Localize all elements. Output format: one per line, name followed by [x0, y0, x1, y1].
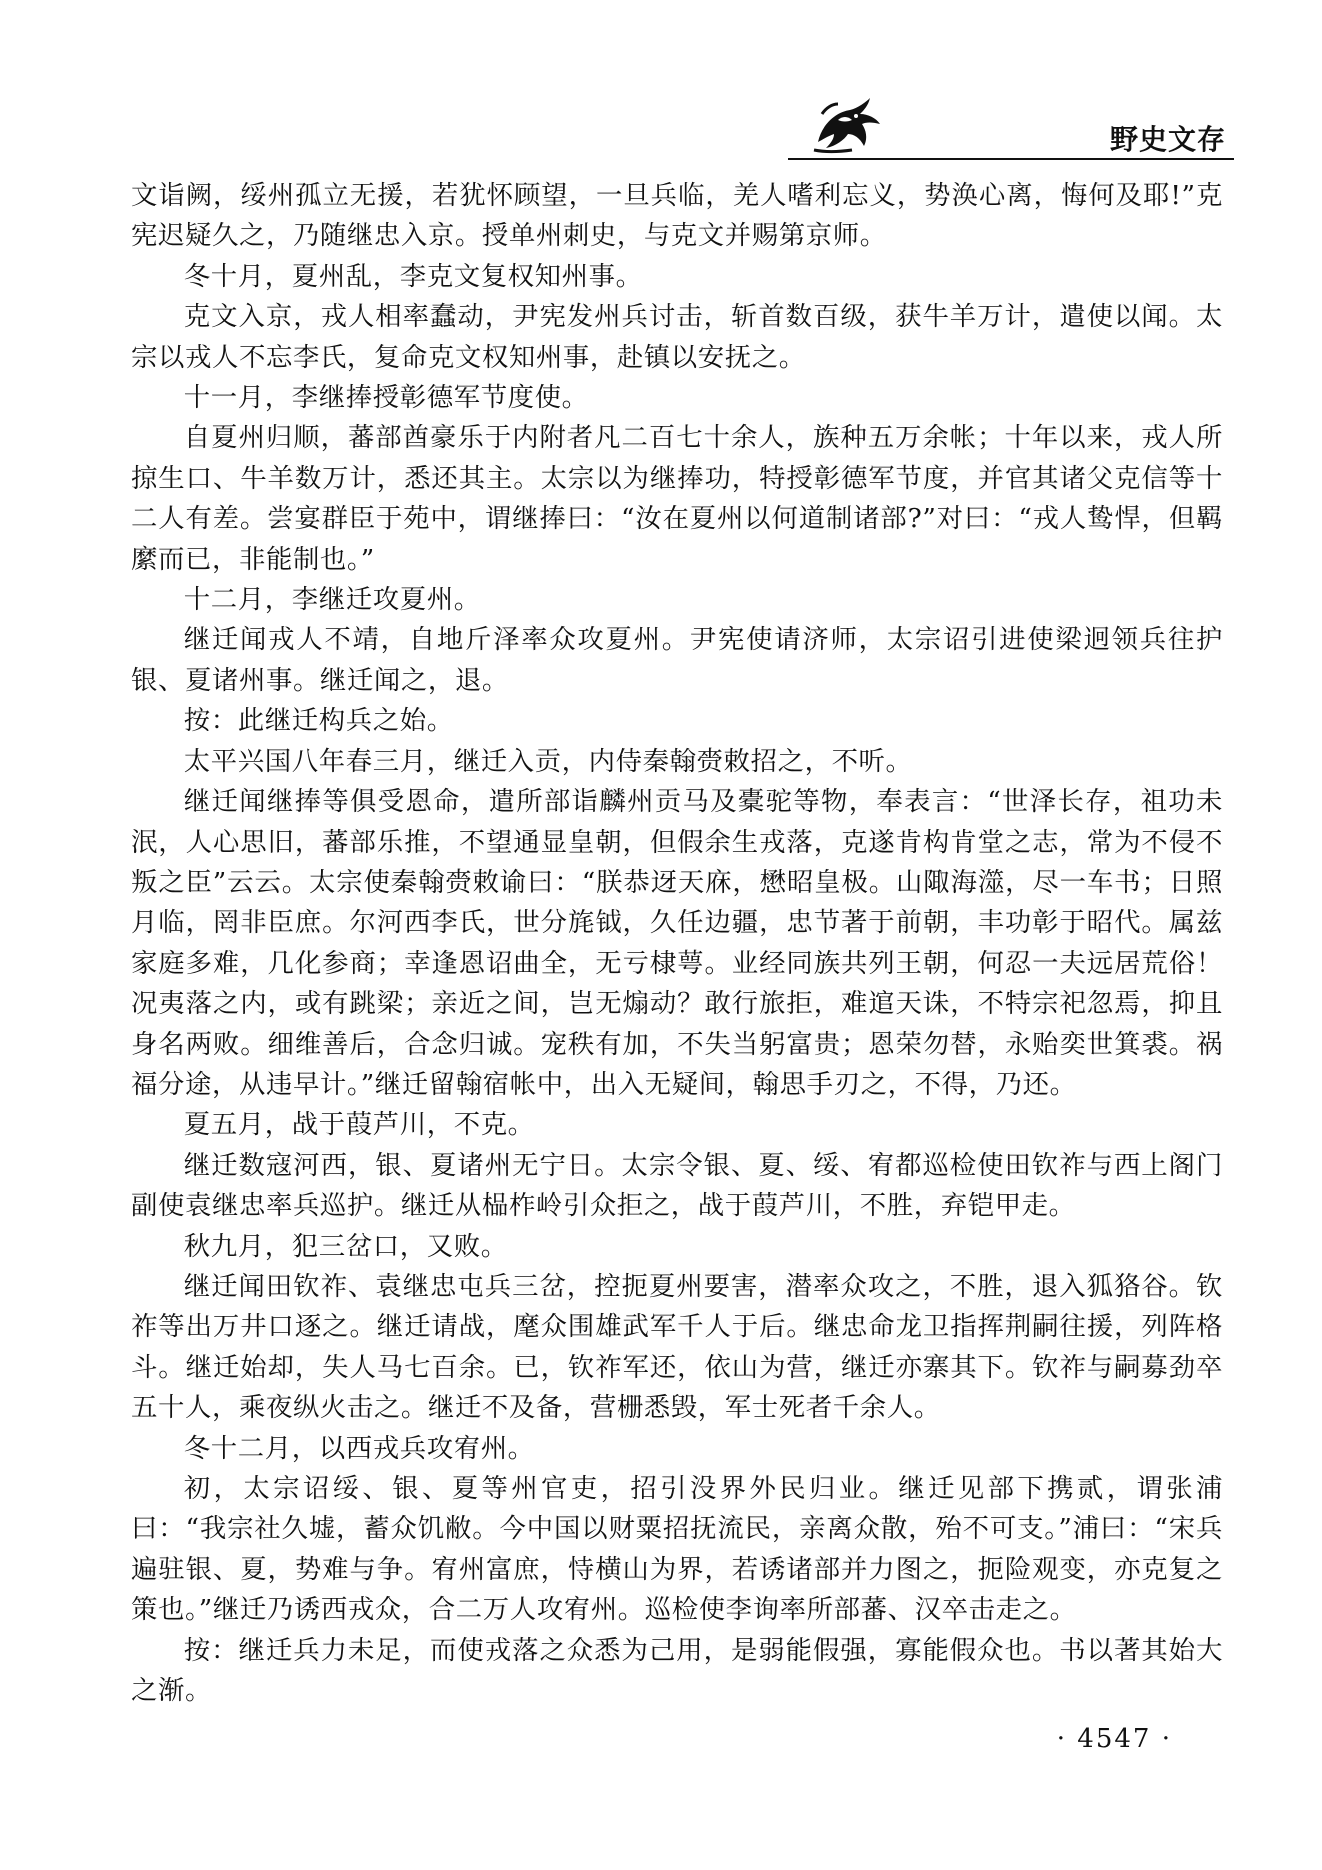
- paragraph: 文诣阙，绥州孤立无援，若犹怀顾望，一旦兵临，羌人嗜利忘义，势涣心离，悔何及耶!”克宪迟疑久之，乃随继忠入京。授单州刺史，与克文并赐第京师。: [131, 180, 1223, 252]
- paragraph: 继迁数寇河西，银、夏诸州无宁日。太宗令银、夏、绥、宥都巡检使田钦祚与西上阁门副使袁继忠率兵巡护。继迁从榀柞岭引众拒之，战于葭芦川，不胜，弃铠甲走。: [131, 1149, 1223, 1222]
- page-number: · 4547 ·: [1056, 1724, 1172, 1754]
- paragraph: 冬十月，夏州乱，李克文复权知州事。: [183, 260, 643, 292]
- paragraph: 按：此继迁构兵之始。: [183, 705, 454, 737]
- paragraph: 继迁闻戎人不靖，自地斤泽率众攻夏州。尹宪使请济师，太宗诏引进使梁迥领兵往护银、夏诸州事。继迁闻之，退。: [131, 624, 1223, 696]
- book-title: 野史文存: [1109, 123, 1226, 156]
- paragraph: 按：继迁兵力未足，而使戎落之众悉为己用，是弱能假强，寡能假众也。书以著其始大之渐。: [131, 1634, 1223, 1707]
- paragraph: 初，太宗诏绥、银、夏等州官吏，招引没界外民归业。继迁见部下携贰，谓张浦曰：“我宗社久墟，蓄众饥敝。今中国以财粟招抚流民，亲离众散，殆不可支。”浦曰：“宋兵遍驻银、夏，势难与争。宥州富庶，恃横山为界，若诱诸部并力图之，扼险观变，亦克复之策也。”继迁乃诱西戎众，合二万人攻宥州。巡检使李询率所部蕃、汉卒击走之。: [131, 1473, 1223, 1626]
- paragraph: 继迁闻继捧等俱受恩命，遣所部诣麟州贡马及橐驼等物，奉表言：“世泽长存，祖功未泯，人心思旧，蕃部乐推，不望通显皇朝，但假余生戎落，克遂肯构肯堂之志，常为不侵不叛之臣”云云。太宗使秦翰赍敕谕曰：“朕恭迓天庥，懋昭皇极。山陬海澨，尽一车书；日照月临，罔非臣庶。尔河西李氏，世分旄钺，久任边疆，忠节著于前朝，丰功彰于昭代。属兹家庭多难，几化参商；幸逢恩诏曲全，无亏棣萼。业经同族共列王朝，何忍一夫远居荒俗！况夷落之内，或有跳梁；亲近之间，岂无煽动？敢行旅拒，难逭天诛，不特宗祀忽焉，抑且身名两败。细维善后，合念归诚。宠秩有加，不失当躬富贵；恩荣勿替，永贻奕世箕裘。祸福分途，从违早计。”继迁留翰宿帐中，出入无疑间，翰思手刃之，不得，乃还。: [131, 786, 1223, 1100]
- paragraph: 夏五月，战于葭芦川，不克。: [183, 1109, 535, 1141]
- dragon-emblem-icon: [808, 94, 886, 156]
- paragraph: 自夏州归顺，蕃部酋豪乐于内附者凡二百七十余人，族种五万余帐；十年以来，戎人所掠生口、牛羊数万计，悉还其主。太宗以为继捧功，特授彰德军节度，并官其诸父克信等十二人有差。尝宴群臣于苑中，谓继捧曰：“汝在夏州以何道制诸部?”对曰：“戎人鸷悍，但羁縻而已，非能制也。”: [131, 422, 1223, 575]
- paragraph: 十一月，李继捧授彰德军节度使。: [183, 382, 589, 414]
- paragraph: 十二月，李继迁攻夏州。: [183, 584, 481, 616]
- paragraph: 克文入京，戎人相率蠢动，尹宪发州兵讨击，斩首数百级，获牛羊万计，遣使以闻。太宗以戎人不忘李氏，复命克文权知州事，赴镇以安抚之。: [131, 301, 1223, 373]
- paragraph: 继迁闻田钦祚、袁继忠屯兵三岔，控扼夏州要害，潜率众攻之，不胜，退入狐狢谷。钦祚等出万井口逐之。继迁请战，麾众围雄武军千人于后。继忠命龙卫指挥荆嗣往援，列阵格斗。继迁始却，失人马七百余。已，钦祚军还，依山为营，继迁亦寨其下。钦祚与嗣募劲卒五十人，乘夜纵火击之。继迁不及备，营栅悉毁，军士死者千余人。: [131, 1270, 1223, 1424]
- page-header: [788, 84, 1234, 164]
- paragraph: 太平兴国八年春三月，继迁入贡，内侍秦翰赍敕招之，不听。: [183, 745, 913, 777]
- body-text: [131, 176, 1223, 1711]
- header-divider: [788, 158, 1234, 160]
- paragraph: 冬十二月，以西戎兵攻宥州。: [183, 1432, 535, 1464]
- paragraph: 秋九月，犯三岔口，又败。: [183, 1230, 508, 1262]
